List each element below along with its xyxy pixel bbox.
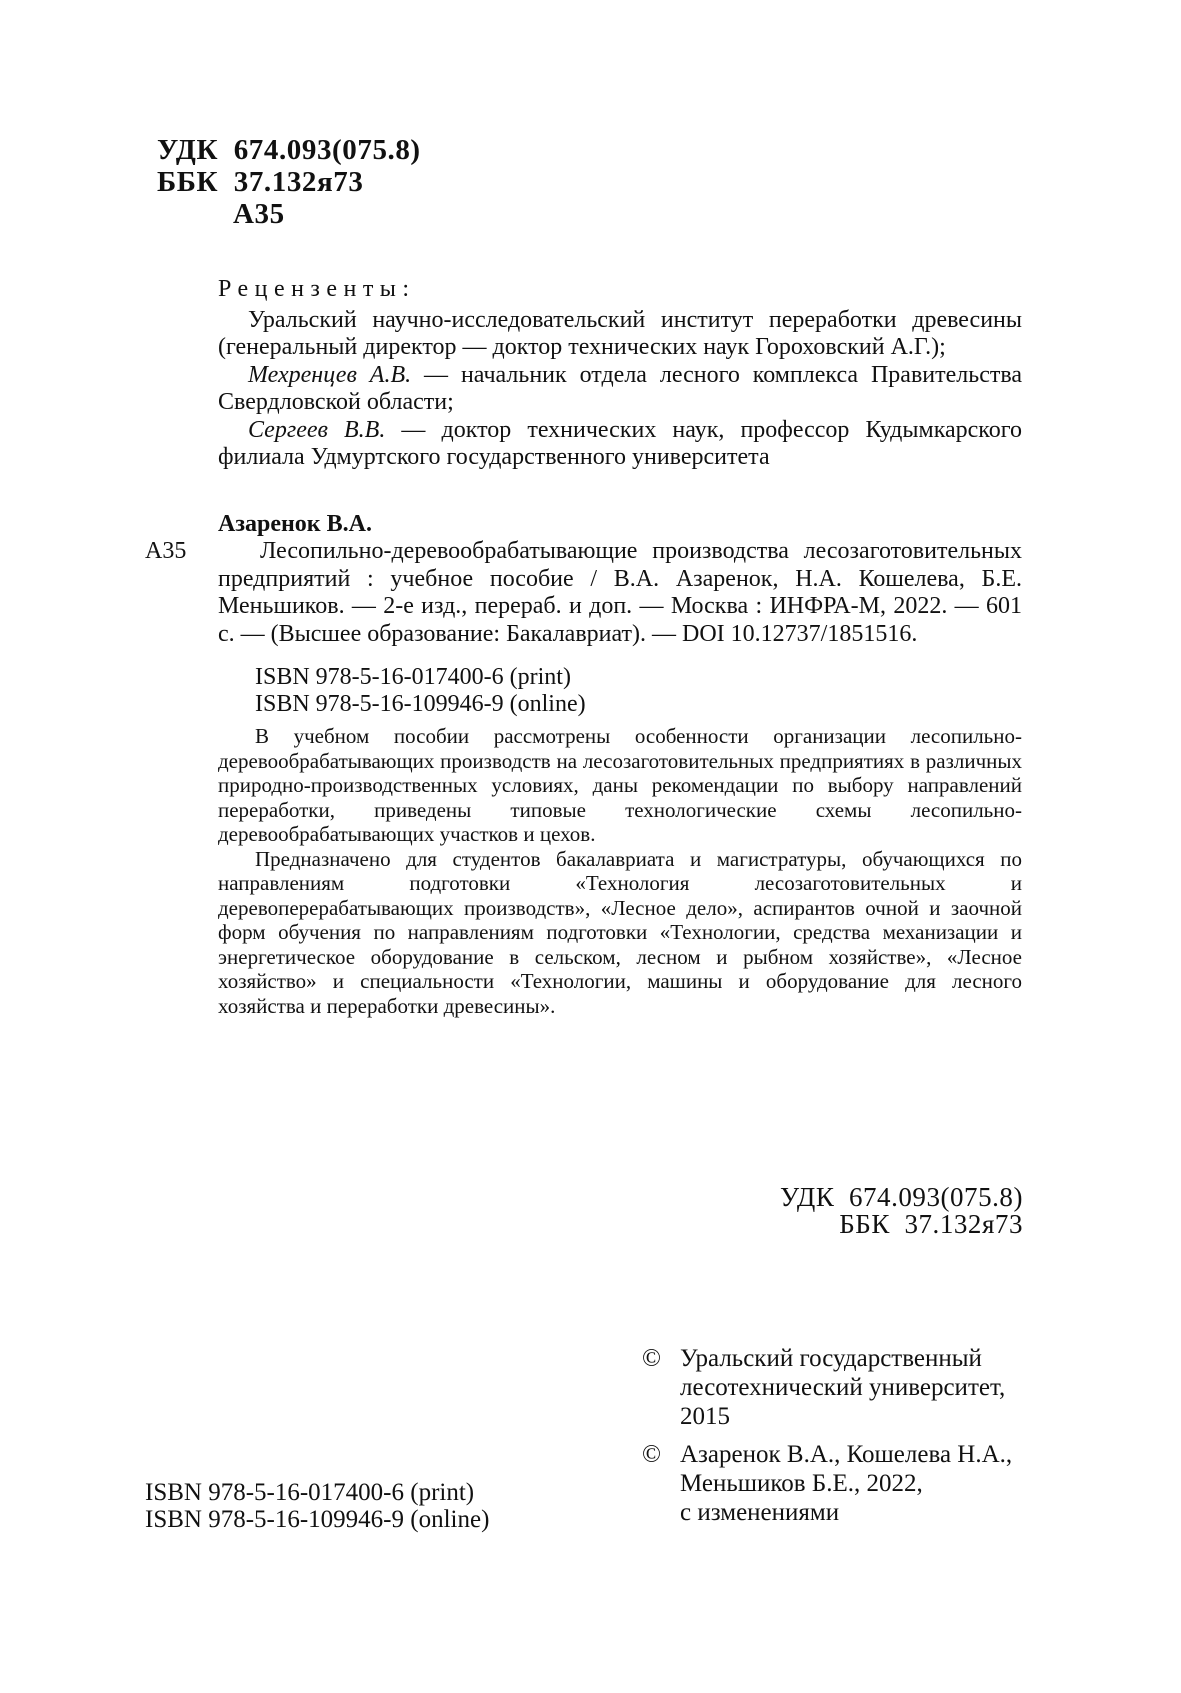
reviewer-name: Мехренцев А.В.: [248, 361, 412, 388]
copyright-entry: [642, 1344, 1032, 1431]
reviewer-item: [218, 362, 1022, 417]
bottom-catalog-codes: [218, 1184, 1023, 1238]
copyright-text: [680, 1344, 1005, 1431]
bbk-code: ББК 37.132я73: [839, 1209, 1023, 1239]
copyright-symbol: ©: [642, 1345, 661, 1372]
reviewer-item: [218, 307, 1022, 362]
isbn-online: ISBN 978-5-16-109946-9 (online): [145, 1506, 490, 1533]
main-text-column: [145, 276, 1023, 1018]
bottom-isbn-block: [145, 1479, 489, 1533]
copyright-line: Уральский государственный: [680, 1345, 982, 1372]
bibliographic-description: Лесопильно-деревообрабатывающие производства лесозаготовительных предприятий : учебное пособие / В.А. Азаренок, Н.А. Кошелева, Б.Е. Меньшиков. — 2-е изд., перераб. и доп. — Москва : ИНФРА-М, 2022. — 601 с. — (Высшее образование: Бакалавриат). — DOI 10.12737/1851516.: [218, 538, 1022, 647]
copyright-text: [680, 1440, 1012, 1527]
reviewer-name: Сергеев В.В.: [248, 416, 386, 443]
isbn-print: ISBN 978-5-16-017400-6 (print): [145, 1479, 475, 1506]
bbk-code: ББК 37.132я73: [157, 166, 364, 198]
isbn-online: ISBN 978-5-16-109946-9 (online): [255, 691, 586, 717]
copyright-line: лесотехнический университет,: [680, 1374, 1006, 1401]
reviewer-text: — начальник отдела лесного комплекса Правительства Свердловской области;: [218, 361, 1023, 415]
reviewer-text: — доктор технических наук, профессор Кудымкарского филиала Удмуртского государственного университета: [218, 416, 1022, 470]
reviewer-item: [218, 417, 1022, 472]
reviewer-text: Уральский научно-исследовательский институт переработки древесины (генеральный директор — доктор технических наук Гороховский А.Г.);: [218, 306, 1022, 360]
margin-author-sign: А35: [145, 538, 187, 564]
catalog-entry: [145, 538, 1022, 648]
copyright-line: с изменениями: [680, 1499, 840, 1526]
copyright-line: 2015: [680, 1403, 730, 1430]
author-heading: Азаренок В.А.: [218, 510, 372, 537]
annotation-paragraph: Предназначено для студентов бакалавриата и магистратуры, обучающихся по направлениям подготовки «Технология лесозаготовительных и деревоперерабатывающих производств», «Лесное дело», аспирантов очной и заочной форм обучения по направлениям подготовки «Технологии, средства механизации и энергетическое оборудование в сельском, лесном и рыбном хозяйстве», «Лесное хозяйство» и специальности «Технологии, машины и оборудование для лесного хозяйства и переработки древесины».: [218, 846, 1022, 1018]
author-sign: А35: [233, 198, 285, 230]
copyright-entry: [642, 1440, 1032, 1527]
udk-code: УДК 674.093(075.8): [779, 1182, 1023, 1212]
copyright-block: [642, 1344, 1032, 1527]
copyright-symbol: ©: [642, 1441, 661, 1468]
top-catalog-codes: [157, 134, 421, 230]
annotation-paragraph: В учебном пособии рассмотрены особенности организации лесопильно-деревообрабатывающих производств на лесозаготовительных предприятиях в различных природно-производственных условиях, даны рекомендации по выбору направлений переработки, приведены типовые технологические схемы лесопильно-деревообрабатывающих участков и цехов.: [218, 724, 1022, 846]
isbn-block: [218, 664, 1022, 718]
udk-code: УДК 674.093(075.8): [157, 134, 421, 166]
reviewers-label: Рецензенты:: [218, 276, 416, 302]
copyright-line: Меньшиков Б.Е., 2022,: [680, 1470, 923, 1497]
copyright-line: Азаренок В.А., Кошелева Н.А.,: [680, 1441, 1013, 1468]
isbn-print: ISBN 978-5-16-017400-6 (print): [255, 664, 571, 690]
